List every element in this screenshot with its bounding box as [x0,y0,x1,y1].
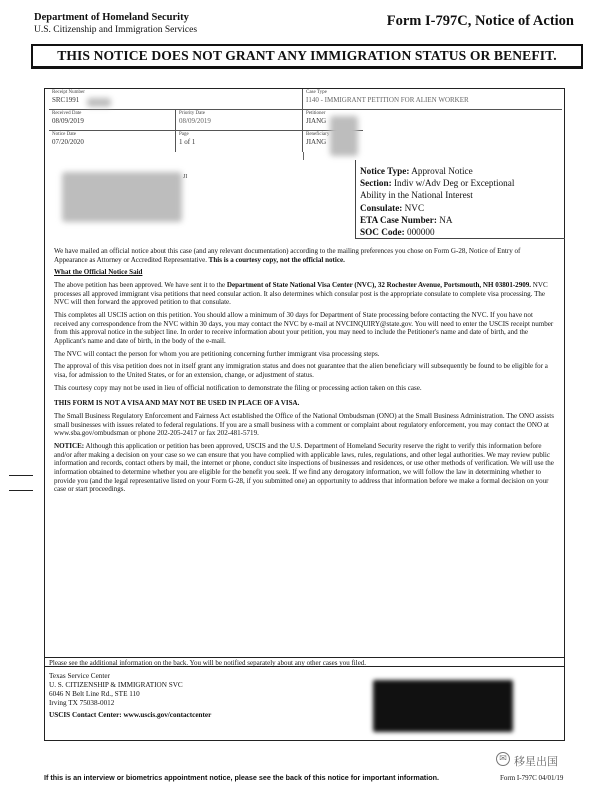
section-value-2: Ability in the National Interest [360,190,473,201]
received-date-label: Received Date [52,111,82,116]
petitioner-value: JIANG [306,117,327,125]
notice-date-label: Notice Date [52,132,77,137]
form-title: Form I-797C, Notice of Action [386,13,574,29]
watermark-text: 移星出国 [514,755,558,768]
official-notice-heading: What the Official Notice Said [54,268,143,277]
beneficiary-value: JIANG [306,138,327,146]
chat-bubble-icon: ✉ [496,752,510,766]
consulate-label: Consulate: [360,202,403,213]
barcode-redaction [373,680,513,732]
section-value-1: Indiv w/Adv Deg or Exceptional [393,178,515,189]
body-paragraph-9 [54,442,554,494]
not-a-visa-text: THIS FORM IS NOT A VISA AND MAY NOT BE USED IN PLACE OF A VISA. [54,399,300,408]
case-type-cell [303,89,562,110]
notice-type-value: Approval Notice [411,166,473,176]
receipt-number-redaction [87,98,111,107]
service-center-address [49,672,211,720]
soc-label: SOC Code: [360,227,405,238]
body-paragraph-8: The Small Business Regulatory Enforcement and Fairness Act established the Office of the National Ombudsman (ONO) at the Small Business Administration. The ONO assists small businesses with issues related to federal regulations. If you are a small business with a comment or complaint about regulatory enforcement, you may contact the ONO at www.sba.gov/ombudsman or phone 202-205-2417 or fax 202-481-5719. [54,412,554,438]
body-p1-text: We have mailed an official notice about this case (and any relevant documentation) according to the mailing preferences you chose on Form G-28, Notice of Entry of Appearance as Attorney or Accredited Representative. [54,247,521,264]
body-paragraph-4: The NVC will contact the person for whom you are petitioning concerning further immigrant visa processing steps. [54,349,380,358]
beneficiary-label: Beneficiary [306,132,330,137]
bottom-footer-note: If this is an interview or biometrics appointment notice, please see the back of this notice for important information. [44,773,439,782]
body-paragraph-5: The approval of this visa petition does not in itself grant any immigration status and does not guarantee that the alien beneficiary will subsequently be found to be eligible for a visa, for admission to the United States, or for an extension, change, or adjustment of status. [54,362,548,380]
notice-date-value: 07/20/2020 [52,138,84,146]
page-label: Page [179,132,189,137]
page-value: 1 of 1 [179,138,196,146]
body-paragraph-3: This completes all USCIS action on this petition. You should allow a minimum of 30 days for Department of State processing before contacting the NVC. If you have not received any correspondence from the NVC within 30 days, you may contact the NVC by e-mail at NVCINQUIRY@state.gov. You will need to enter the USCIS receipt number from this approval notice in the subject line. In order to receive information about your petition, you may need to include the Petitioner's name and date of birth, and the Applicant's name and date of birth, in the body of the e-mail. [54,311,554,345]
received-date-cell [49,110,176,131]
action-details [360,165,514,238]
priority-date-value: 08/09/2019 [179,117,211,125]
case-type-label: Case Type [306,90,327,95]
priority-date-label: Priority Date [179,111,205,116]
service-center-line-1: Texas Service Center [49,672,110,680]
notice-body [54,247,554,498]
service-center-line-2: U. S. CITIZENSHIP & IMMIGRATION SVC [49,681,183,689]
petitioner-label: Petitioner [306,111,326,116]
eta-label: ETA Case Number: [360,214,437,225]
received-date-value: 08/09/2019 [52,117,84,125]
body-p2-text-c: NVC processes all approved immigrant visa petitions that need consular action. It also determines which consular post is the appropriate consulate to complete visa processing. The NVC will then forward the approved petition to that consulate. [54,281,548,307]
grid-divider [303,152,304,160]
section-heading-official-notice [54,268,554,277]
nvc-address: Department of State National Visa Center (NVC), 32 Rochester Avenue, Portsmouth, NH 03801-2909. [226,281,532,290]
status-disclaimer-banner: THIS NOTICE DOES NOT GRANT ANY IMMIGRATION STATUS OR BENEFIT. [31,44,583,69]
body-p2-text-a: The above petition has been approved. We have sent it to the [54,281,227,290]
case-info-grid [44,88,469,152]
notice-type-label: Notice Type: [360,166,410,176]
priority-date-cell [176,110,303,131]
case-type-value: I140 - IMMIGRANT PETITION FOR ALIEN WORKER [306,96,469,104]
soc-value: 000000 [406,227,435,238]
additional-info-note: Please see the additional information on the back. You will be notified separately about any other cases you filed. [45,657,565,667]
page-cell [176,131,303,152]
not-a-visa-statement [54,399,554,408]
form-version-tag: Form I-797C 04/01/19 [500,774,564,782]
name-redaction [330,116,358,156]
receipt-number-label: Receipt Number [52,90,85,95]
action-box-divider [355,160,356,238]
service-center-line-4: Irving TX 75038-0012 [49,699,115,707]
subagency-name: U.S. Citizenship and Immigration Services [34,25,198,35]
notice-date-cell [49,131,176,152]
body-paragraph-2 [54,281,554,307]
notice-label: NOTICE: [54,442,85,451]
body-paragraph-6: This courtesy copy may not be used in lieu of official notification to demonstrate the filing or processing action taken on this case. [54,383,422,392]
margin-mark-2 [9,490,33,491]
mailing-address-redaction [62,172,182,222]
contact-center: USCIS Contact Center: www.uscis.gov/contactcenter [49,711,212,719]
margin-mark-1 [9,475,33,476]
agency-name: Department of Homeland Security [34,12,189,23]
address-fragment: JI [183,174,188,180]
section-label: Section: [360,178,392,189]
receipt-number-value: SRC1991 [52,96,80,104]
eta-value: NA [439,214,453,225]
service-center-line-3: 6046 N Belt Line Rd., STE 110 [49,690,140,698]
consulate-value: NVC [404,202,425,213]
courtesy-copy-note: This is a courtesy copy, not the official notice. [207,255,345,264]
notice-text: Although this application or petition has been approved, USCIS and the U.S. Department of Homeland Security reserve the right to verify this information before and/or after making a decision on your case so we can ensure that you have complied with applicable laws, rules, regulations, and other legal authorities. We may review public information and records, contact others by mail, the internet or phone, conduct site inspections of businesses and residences, or use other methods of verification. We will use the information obtained to determine whether you are eligible for the benefit you seek. If we find any derogatory information, we will follow the law in determining whether to provide you (and the legal representative listed on your Form G-28, if you submitted one) an opportunity to address that information before we make a formal decision on your case or start proceedings. [54,442,554,494]
body-paragraph-1 [54,247,554,264]
